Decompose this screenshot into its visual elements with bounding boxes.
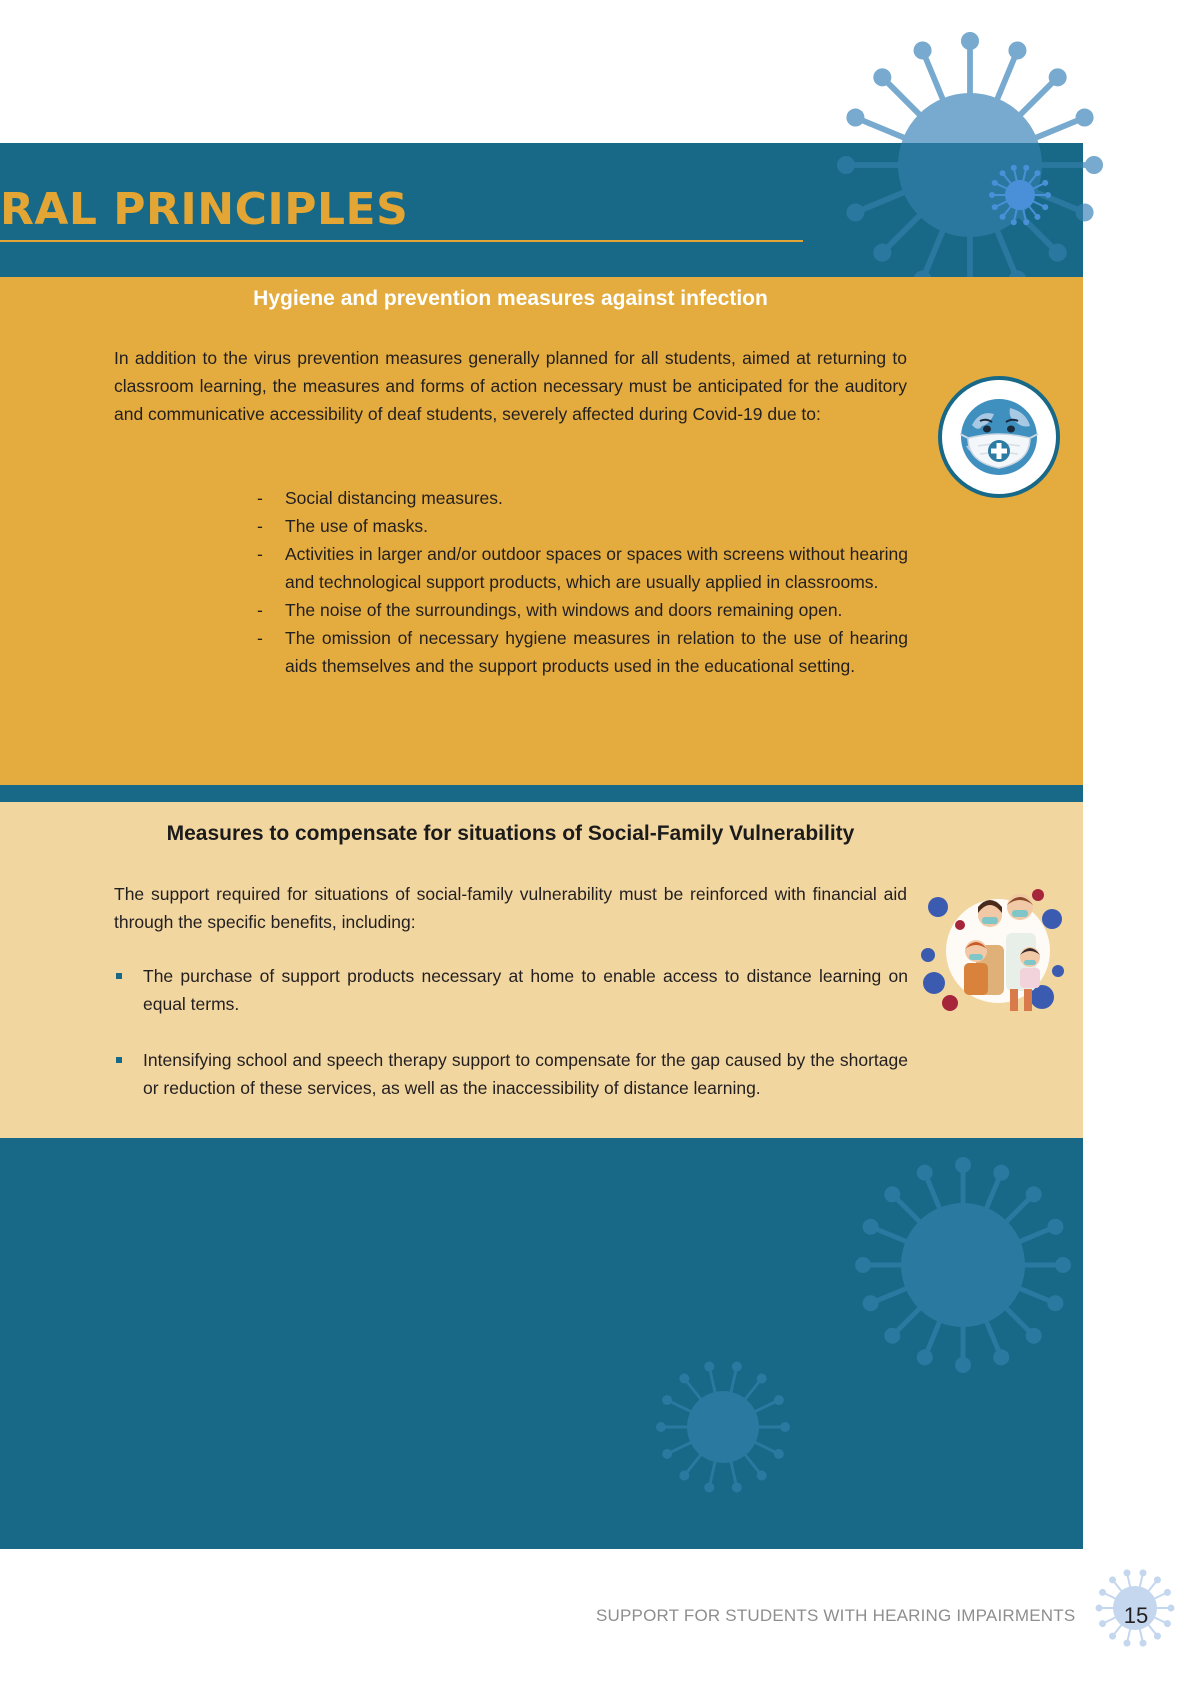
masked-family-illustration xyxy=(920,885,1065,1015)
list-item xyxy=(253,540,908,596)
hygiene-panel xyxy=(0,277,1083,785)
masked-globe-icon xyxy=(938,376,1060,498)
list-item-text: Social distancing measures. xyxy=(285,488,503,508)
title-underline xyxy=(0,240,803,242)
list-item xyxy=(114,962,908,1018)
hygiene-intro: In addition to the virus prevention measures generally planned for all students, aimed at returning to classroom learning, the measures and forms of action necessary must be anticipated for the auditory and communicative accessibility of deaf students, severely affected during Covid-19 due to: xyxy=(114,348,907,424)
section-title: RAL PRINCIPLES xyxy=(0,184,409,235)
virus-decoration-icon xyxy=(648,1352,798,1502)
square-bullet-icon xyxy=(116,973,122,979)
virus-decoration-icon xyxy=(848,1150,1078,1380)
list-item-text: The use of masks. xyxy=(285,516,428,536)
vulnerability-heading: Measures to compensate for situations of Social-Family Vulnerability xyxy=(166,822,855,845)
list-item-text: Intensifying school and speech therapy support to compensate for the gap caused by the shortage or reduction of these services, as well as the inaccessibility of distance learning. xyxy=(143,1050,908,1098)
virus-decoration-icon xyxy=(830,15,1100,315)
hygiene-list xyxy=(253,484,908,680)
list-item xyxy=(253,484,908,512)
vulnerability-intro: The support required for situations of social-family vulnerability must be reinforced with financial aid through the specific benefits, including: xyxy=(114,884,907,932)
list-marker: - xyxy=(257,600,263,620)
list-marker: - xyxy=(257,544,263,564)
list-item xyxy=(253,596,908,624)
hygiene-heading: Hygiene and prevention measures against infection xyxy=(253,287,768,310)
list-item-text: The omission of necessary hygiene measures in relation to the use of hearing aids themselves and the support products used in the educational setting. xyxy=(285,628,908,676)
list-item-text: Activities in larger and/or outdoor spaces or spaces with screens without hearing and technological support products, which are usually applied in classrooms. xyxy=(285,544,908,592)
list-item xyxy=(253,624,908,680)
square-bullet-icon xyxy=(116,1057,122,1063)
list-item-text: The noise of the surroundings, with windows and doors remaining open. xyxy=(285,600,843,620)
globe-mask-icon xyxy=(942,380,1056,494)
page-number: 15 xyxy=(1123,1603,1149,1628)
footer-title: SUPPORT FOR STUDENTS WITH HEARING IMPAIRMENTS xyxy=(596,1606,1076,1625)
list-marker: - xyxy=(257,516,263,536)
vulnerability-list xyxy=(114,962,908,1130)
list-item xyxy=(253,512,908,540)
list-marker: - xyxy=(257,628,263,648)
list-item xyxy=(114,1046,908,1102)
list-item-text: The purchase of support products necessary at home to enable access to distance learning on equal terms. xyxy=(143,966,908,1014)
list-marker: - xyxy=(257,488,263,508)
virus-decoration-icon xyxy=(985,160,1055,230)
